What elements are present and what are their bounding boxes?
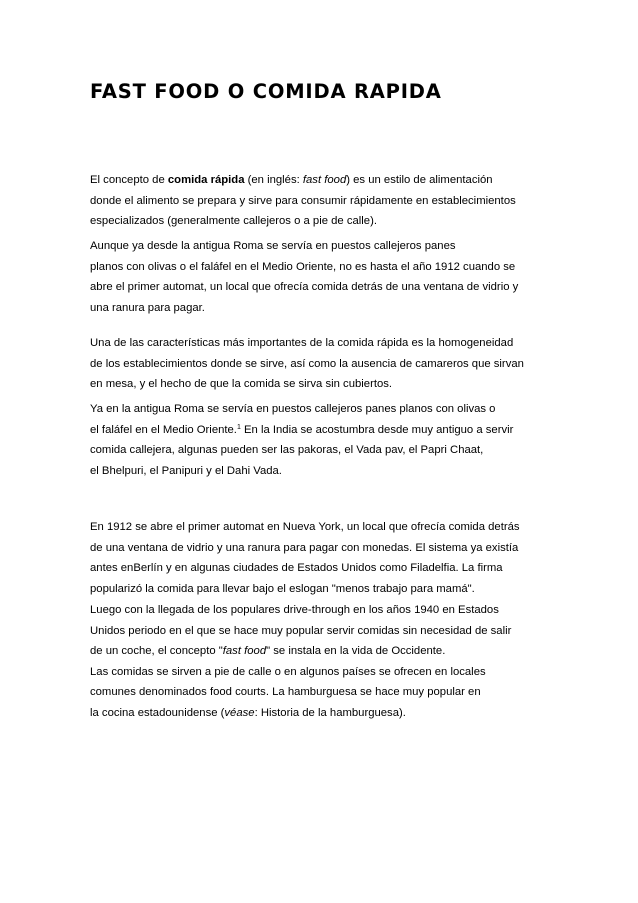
text-run: (en inglés:	[244, 174, 303, 186]
text-line: Las comidas se sirven a pie de calle o en algunos países se ofrecen en locales	[90, 665, 486, 678]
paragraph-drive-through	[90, 600, 511, 723]
text-line: antes enBerlín y en algunas ciudades de Estados Unidos como Filadelfia. La firma	[90, 562, 503, 574]
text-line	[90, 703, 511, 724]
text-line: Aunque ya desde la antigua Roma se servía en puestos callejeros panes	[90, 240, 456, 252]
italic-term: fast food	[222, 645, 267, 657]
text-line: donde el alimento se prepara y sirve para consumir rápidamente en establecimientos	[90, 194, 516, 207]
italic-term: fast food	[302, 174, 347, 186]
text-line: Una de las características más importantes de la comida rápida es la homogeneidad	[90, 337, 514, 349]
document-title: FAST FOOD O COMIDA RAPIDA	[90, 80, 442, 103]
text-run: el faláfel en el Medio Oriente.	[90, 423, 237, 436]
text-line: una ranura para pagar.	[90, 301, 205, 314]
text-run: la cocina estadounidense (	[90, 706, 225, 719]
text-line: de los establecimientos donde se sirve, así como la ausencia de camareros que sirvan	[90, 357, 524, 370]
text-line: En 1912 se abre el primer automat en Nueva York, un local que ofrecía comida detrás	[90, 521, 520, 533]
paragraph-characteristics	[90, 333, 524, 395]
text-line: planos con olivas o el faláfel en el Medio Oriente, no es hasta el año 1912 cuando se	[90, 260, 516, 273]
text-line: de una ventana de vidrio y una ranura para pagar con monedas. El sistema ya existía	[90, 541, 519, 554]
text-line	[90, 170, 516, 191]
text-line: Luego con la llegada de los populares drive-through en los años 1940 en Estados	[90, 604, 499, 616]
text-line: abre el primer automat, un local que ofrecía comida detrás de una ventana de vidrio y	[90, 281, 519, 293]
text-line: el Bhelpuri, el Panipuri y el Dahi Vada.	[90, 464, 282, 477]
footnote-reference: 1	[236, 423, 241, 431]
paragraph-automat	[90, 517, 520, 599]
text-line: comunes denominados food courts. La hamburguesa se hace muy popular en	[90, 686, 481, 698]
paragraph-history	[90, 236, 518, 318]
text-line: Unidos periodo en el que se hace muy popular servir comidas sin necesidad de salir	[90, 624, 512, 637]
text-run: ) es un estilo de alimentación	[346, 174, 493, 186]
paragraph-definition	[90, 170, 516, 232]
text-run: de un coche, el concepto "	[90, 645, 223, 657]
text-run: " se instala en la vida de Occidente.	[266, 645, 446, 657]
text-line	[90, 641, 511, 662]
text-line: especializados (generalmente callejeros o a pie de calle).	[90, 215, 377, 227]
text-run: En la India se acostumbra desde muy antiguo a servir	[240, 423, 514, 436]
text-line: Ya en la antigua Roma se servía en puestos callejeros panes planos con olivas o	[90, 403, 496, 415]
bold-term: comida rápida	[167, 174, 245, 186]
text-run: : Historia de la hamburguesa).	[254, 706, 406, 719]
text-line	[90, 420, 513, 441]
text-line: popularizó la comida para llevar bajo el eslogan "menos trabajo para mamá".	[90, 582, 475, 595]
text-line: comida callejera, algunas pueden ser las pakoras, el Vada pav, el Papri Chaat,	[90, 444, 484, 456]
text-line: en mesa, y el hecho de que la comida se sirva sin cubiertos.	[90, 378, 393, 390]
italic-term: véase	[224, 706, 255, 719]
paragraph-street-food	[90, 399, 513, 481]
text-run: El concepto de	[90, 174, 168, 186]
